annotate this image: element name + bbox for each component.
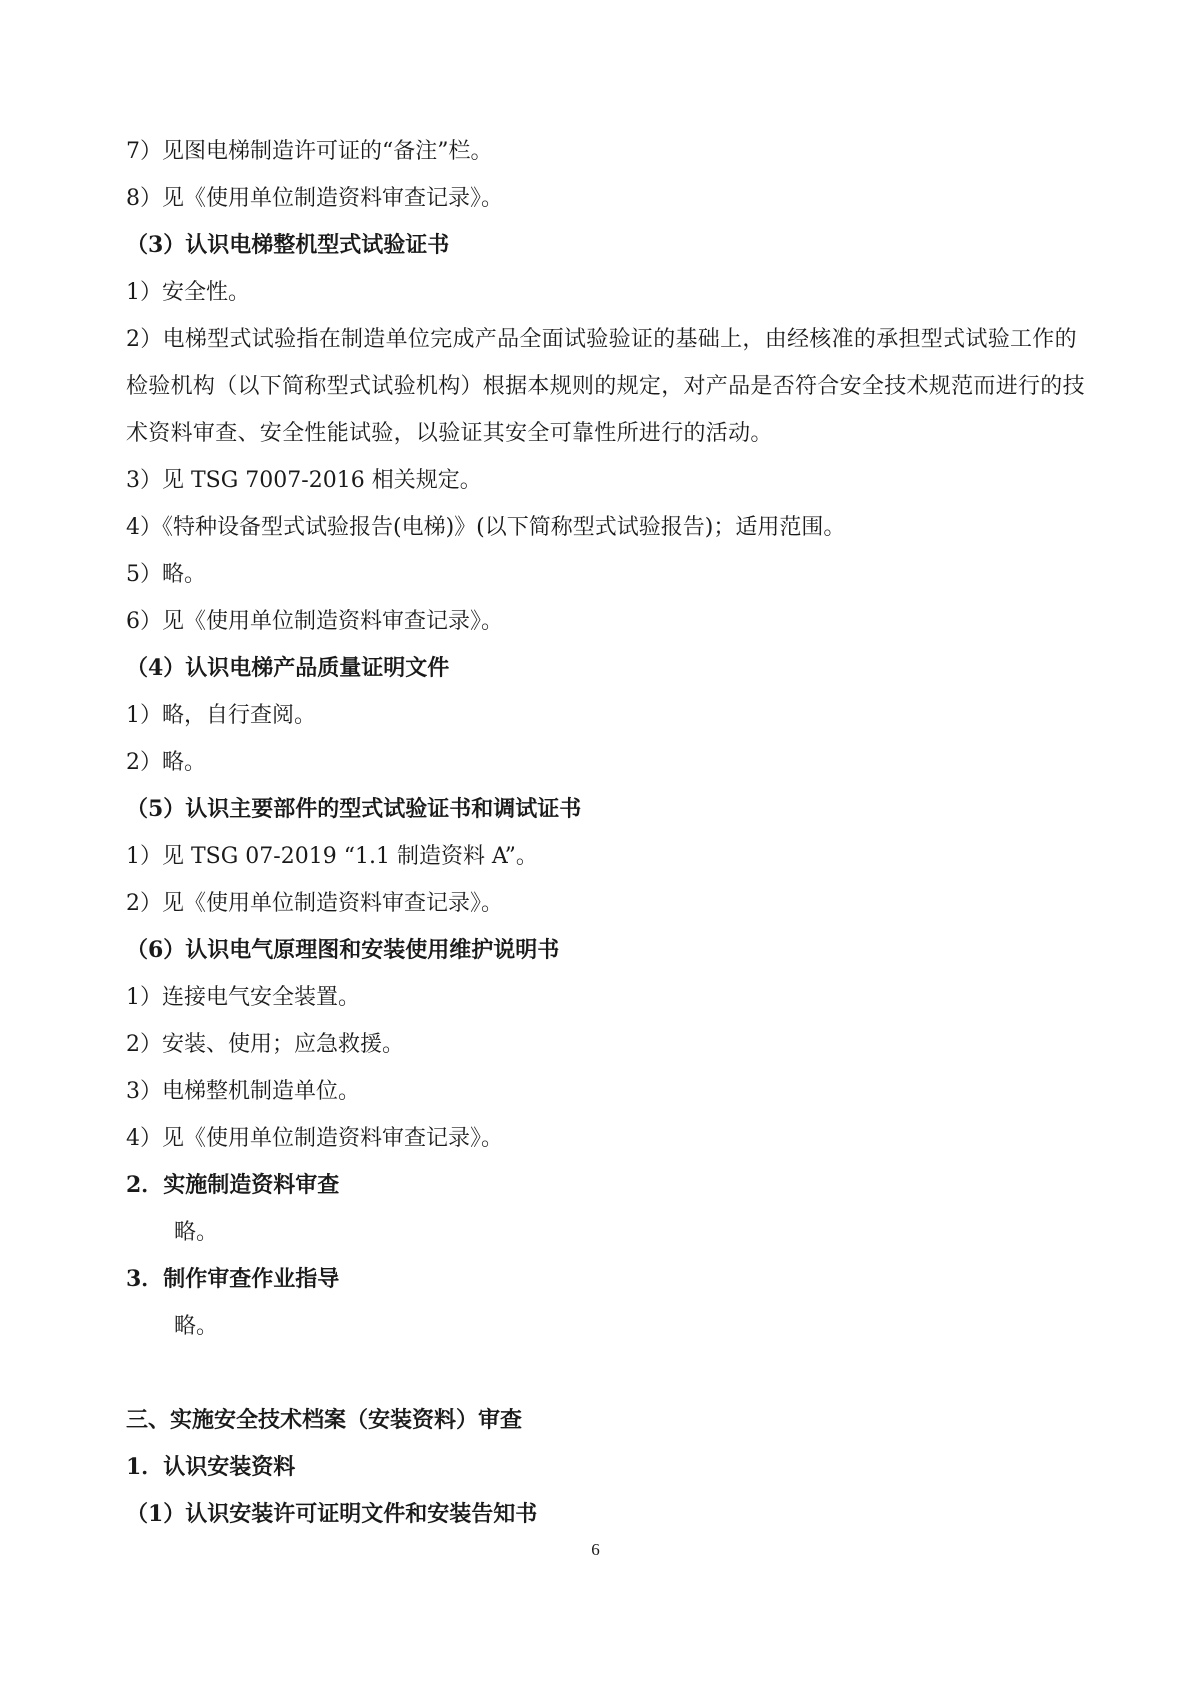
heading-2-manufacturing-review: 2．实施制造资料审查	[126, 1172, 340, 1198]
chapter-heading-three: 三、实施安全技术档案（安装资料）审查	[126, 1407, 523, 1433]
section-heading-3-type-test-certificate: （3）认识电梯整机型式试验证书	[126, 232, 450, 258]
list-item-7-license-remarks: 7）见图电梯制造许可证的“备注”栏。	[126, 139, 493, 164]
body-omitted-2: 略。	[174, 1314, 219, 1339]
list-item-1-tsg-07-2019: 1）见 TSG 07-2019 “1.1 制造资料 A”。	[126, 844, 538, 869]
section-heading-5-component-certificates: （5）认识主要部件的型式试验证书和调试证书	[126, 796, 582, 822]
section-heading-6-electrical-diagram: （6）认识电气原理图和安装使用维护说明书	[126, 937, 560, 963]
list-item-2-omitted: 2）略。	[126, 750, 206, 775]
list-item-3-manufacturer: 3）电梯整机制造单位。	[126, 1079, 360, 1104]
list-item-2-installation-rescue: 2）安装、使用；应急救援。	[126, 1032, 404, 1057]
section-heading-4-quality-certificate: （4）认识电梯产品质量证明文件	[126, 655, 450, 681]
section-heading-1-installation-license: （1）认识安装许可证明文件和安装告知书	[126, 1501, 538, 1527]
page-number: 6	[591, 1540, 600, 1559]
list-item-4-type-test-report: 4）《特种设备型式试验报告(电梯)》(以下简称型式试验报告)；适用范围。	[126, 515, 846, 540]
list-item-3-tsg-7007: 3）见 TSG 7007-2016 相关规定。	[126, 468, 482, 493]
heading-1-installation-data: 1．认识安装资料	[126, 1454, 296, 1480]
list-item-1-safety-devices: 1）连接电气安全装置。	[126, 985, 360, 1010]
list-item-4-review-record: 4）见《使用单位制造资料审查记录》。	[126, 1126, 503, 1151]
list-item-1-self-review: 1）略，自行查阅。	[126, 703, 316, 728]
list-item-2-review-record: 2）见《使用单位制造资料审查记录》。	[126, 891, 503, 916]
page-body	[126, 128, 1086, 1538]
list-item-5-omitted: 5）略。	[126, 562, 206, 587]
list-item-1-safety: 1）安全性。	[126, 280, 250, 305]
heading-3-work-guidance: 3．制作审查作业指导	[126, 1266, 340, 1292]
list-item-6-review-record: 6）见《使用单位制造资料审查记录》。	[126, 609, 503, 634]
list-item-2-type-test-definition: 2）电梯型式试验指在制造单位完成产品全面试验验证的基础上，由经核准的承担型式试验工作的检验机构（以下简称型式试验机构）根据本规则的规定，对产品是否符合安全技术规范而进行的技术资料审查、安全性能试验，以验证其安全可靠性所进行的活动。	[126, 327, 1085, 446]
body-omitted-1: 略。	[174, 1220, 219, 1245]
list-item-8-review-record: 8）见《使用单位制造资料审查记录》。	[126, 186, 503, 211]
section-spacer	[126, 1350, 1086, 1397]
